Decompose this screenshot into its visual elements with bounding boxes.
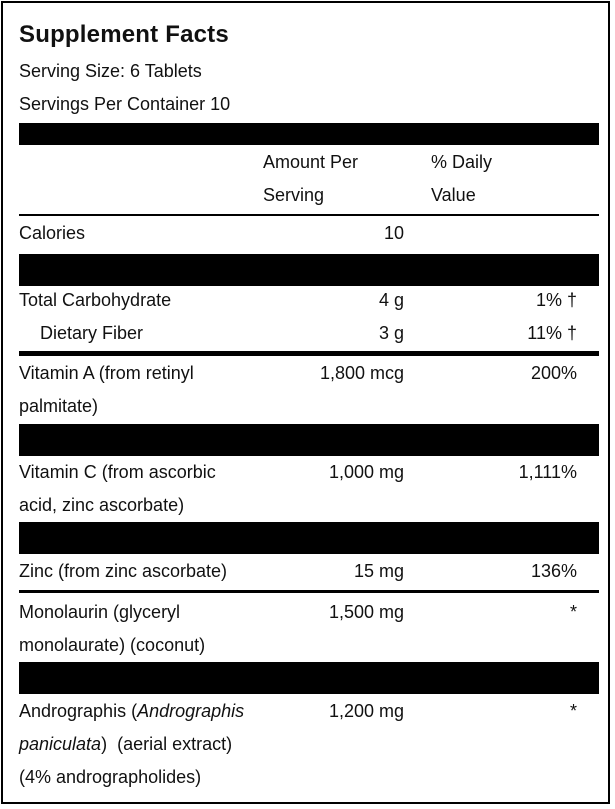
dv-header	[431, 146, 581, 212]
nutrient-row-total-carbohydrate	[19, 284, 599, 317]
amount-header-line1: Amount Per	[263, 152, 359, 172]
nutrient-amount: 1,200 mg	[328, 701, 404, 721]
nutrient-dv: *	[569, 602, 577, 622]
nutrient-row-vitamin-a	[19, 357, 599, 423]
nutrient-name: Dietary Fiber	[40, 323, 144, 343]
thick-divider	[19, 123, 599, 145]
panel-title: Supplement Facts	[19, 21, 229, 48]
nutrient-name-line2	[19, 728, 289, 761]
nutrient-amount: 15 mg	[353, 561, 404, 581]
divider	[19, 590, 599, 593]
nutrient-name: Calories	[19, 223, 86, 243]
nutrient-amount: 1,500 mg	[328, 602, 404, 622]
nutrient-amount: 1,000 mg	[328, 462, 404, 482]
name-italic: paniculata	[19, 734, 102, 754]
nutrient-name	[19, 357, 279, 423]
nutrient-name: Zinc (from zinc ascorbate)	[19, 561, 228, 581]
nutrient-name-line1: Monolaurin (glyceryl	[19, 602, 181, 622]
nutrient-name-line1: Vitamin C (from ascorbic	[19, 462, 216, 482]
nutrient-dv: 200%	[530, 363, 577, 383]
nutrient-name	[19, 456, 279, 522]
nutrient-name-line1: Vitamin A (from retinyl	[19, 363, 194, 383]
nutrient-name	[19, 695, 289, 794]
nutrient-row-zinc	[19, 555, 599, 588]
nutrient-dv: 136%	[530, 561, 577, 581]
dv-header-line1: % Daily	[431, 152, 493, 172]
nutrient-name-line3: (4% andrographolides)	[19, 767, 202, 787]
servings-per-container: Servings Per Container 10	[19, 94, 231, 114]
thick-divider	[19, 254, 599, 286]
nutrient-amount: 10	[383, 223, 404, 243]
thick-divider	[19, 662, 599, 694]
thick-divider	[19, 522, 599, 554]
divider	[19, 214, 599, 216]
column-header	[19, 146, 599, 212]
name-italic: Andrographis	[137, 701, 245, 721]
medium-divider	[19, 351, 599, 356]
nutrient-row-andrographis	[19, 695, 599, 794]
supplement-facts-panel	[1, 1, 610, 804]
amount-header-line2: Serving	[263, 185, 325, 205]
nutrient-dv: 11% †	[527, 323, 577, 343]
nutrient-amount: 1,800 mcg	[319, 363, 404, 383]
thick-divider	[19, 424, 599, 456]
nutrient-dv: *	[569, 701, 577, 721]
nutrient-row-calories	[19, 217, 599, 250]
serving-size: Serving Size: 6 Tablets	[19, 61, 202, 81]
nutrient-dv: 1,111%	[518, 462, 577, 482]
nutrient-row-vitamin-c	[19, 456, 599, 522]
nutrient-name-line1	[19, 695, 289, 728]
nutrient-dv: 1% †	[535, 290, 577, 310]
nutrient-name: Total Carbohydrate	[19, 290, 172, 310]
name-text: Andrographis (	[19, 701, 138, 721]
nutrient-name-line2: acid, zinc ascorbate)	[19, 495, 185, 515]
nutrient-amount: 4 g	[378, 290, 404, 310]
nutrient-row-dietary-fiber	[19, 317, 599, 350]
nutrient-name-line2: palmitate)	[19, 396, 99, 416]
amount-header	[263, 146, 413, 212]
nutrient-row-monolaurin	[19, 596, 599, 662]
nutrient-name	[19, 596, 279, 662]
dv-header-line2: Value	[431, 185, 476, 205]
nutrient-name-line2: monolaurate) (coconut)	[19, 635, 206, 655]
nutrient-amount: 3 g	[378, 323, 404, 343]
name-text: ) (aerial extract)	[101, 734, 233, 754]
